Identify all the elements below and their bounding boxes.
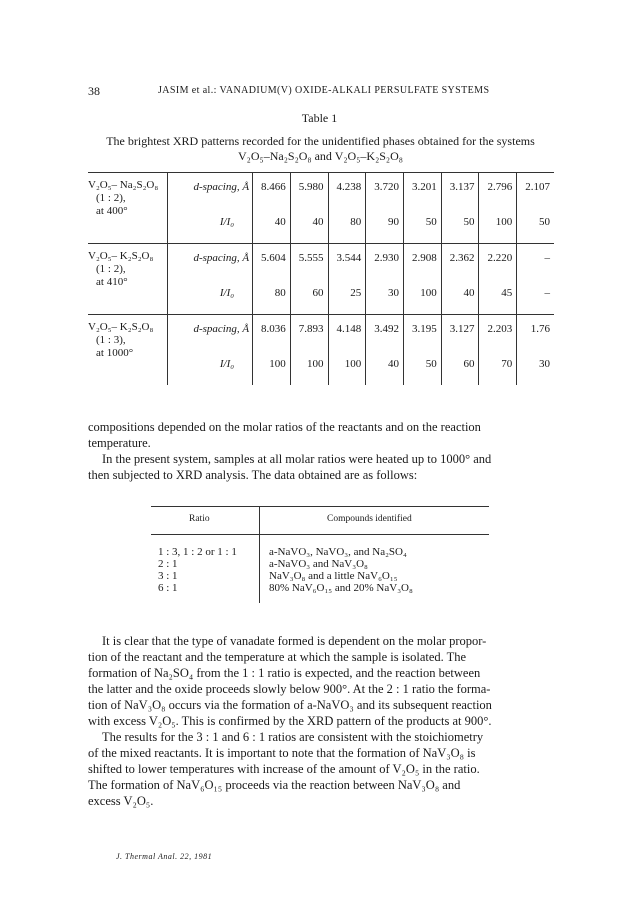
- system-ratio: (1 : 2),: [96, 263, 126, 275]
- intensity-label: [168, 272, 253, 315]
- text-line: temperature.: [88, 436, 151, 450]
- ratio-table-header: [151, 506, 489, 535]
- text-line: tion of NaV₃O₈ occurs via the formation of a-NaVO₃ and its subsequent reaction: [88, 698, 492, 712]
- text-line: compositions depended on the molar ratios of the reactants and on the reaction: [88, 420, 481, 434]
- table-row: [151, 570, 489, 582]
- intensity-label-text: I/I₀: [219, 358, 235, 370]
- system-name: V₂O₅– K₂S₂O₈: [88, 321, 154, 333]
- table-cell: 25: [328, 272, 366, 315]
- page-number: 38: [88, 84, 100, 98]
- table-cell: 90: [366, 201, 404, 244]
- compounds-column-header: Compounds identified: [327, 514, 412, 524]
- ratio-cell: 1 : 3, 1 : 2 or 1 : 1: [158, 546, 237, 558]
- paragraph-intro: [88, 419, 553, 483]
- table-cell: 5.604: [253, 244, 291, 273]
- table-cell: 2.908: [404, 244, 442, 273]
- table-row: [151, 546, 489, 558]
- table-cell: 3.201: [404, 173, 442, 202]
- table-cell: 2.203: [479, 315, 517, 344]
- intensity-label: [168, 201, 253, 244]
- d-spacing-label: [168, 173, 253, 202]
- table-cell: 1.76: [517, 315, 554, 344]
- table-cell: 50: [404, 201, 442, 244]
- table-cell: 100: [290, 343, 328, 385]
- text-line: shifted to lower temperatures with increase of the amount of V₂O₅ in the ratio.: [88, 762, 480, 776]
- table-cell: 40: [366, 343, 404, 385]
- table-cell: 2.107: [517, 173, 554, 202]
- table-cell: 8.036: [253, 315, 291, 344]
- table-cell: 100: [328, 343, 366, 385]
- table-cell: 30: [517, 343, 554, 385]
- system-name: V₂O₅– Na₂S₂O₈: [88, 179, 159, 191]
- text-line: The results for the 3 : 1 and 6 : 1 ratios are consistent with the stoichiometry: [102, 730, 484, 744]
- text-line: tion of the reactant and the temperature at which the sample is isolated. The: [88, 650, 467, 664]
- xrd-table: [88, 172, 554, 385]
- table-cell: 5.555: [290, 244, 328, 273]
- text-line: the latter and the oxide proceeds slowly below 900°. At the 2 : 1 ratio the forma-: [88, 682, 491, 696]
- system-ratio: (1 : 3),: [96, 334, 126, 346]
- system-temperature: at 1000°: [96, 347, 134, 359]
- table-cell: 60: [290, 272, 328, 315]
- table-row: [88, 173, 554, 202]
- table-cell: 2.930: [366, 244, 404, 273]
- table-cell: 3.195: [404, 315, 442, 344]
- table-cell: 8.466: [253, 173, 291, 202]
- journal-footer: J. Thermal Anal. 22, 1981: [116, 852, 213, 861]
- table-caption: [88, 134, 553, 164]
- system-cell: [88, 244, 168, 315]
- table-cell: –: [517, 244, 554, 273]
- table-cell: 40: [441, 272, 479, 315]
- paragraph-discussion: [88, 633, 553, 809]
- table-cell: 50: [441, 201, 479, 244]
- table-cell: 80: [328, 201, 366, 244]
- text-line: In the present system, samples at all molar ratios were heated up to 1000° and: [102, 452, 492, 466]
- caption-line: The brightest XRD patterns recorded for the unidentified phases obtained for the systems: [106, 134, 535, 148]
- ratio-cell: 2 : 1: [158, 558, 178, 570]
- d-spacing-label-text: d-spacing, Å: [193, 181, 250, 193]
- text-line: then subjected to XRD analysis. The data obtained are as follows:: [88, 468, 418, 482]
- table-cell: 2.220: [479, 244, 517, 273]
- table-cell: 30: [366, 272, 404, 315]
- table-title: Table 1: [301, 111, 338, 125]
- table-cell: 3.492: [366, 315, 404, 344]
- ratio-column-header: Ratio: [189, 514, 210, 524]
- table-cell: 80: [253, 272, 291, 315]
- table-cell: 3.127: [441, 315, 479, 344]
- compounds-cell: a-NaVO₃, NaVO₃, and Na₂SO₄: [269, 546, 407, 558]
- caption-line: V₂O₅–Na₂S₂O₈ and V₂O₅–K₂S₂O₈: [238, 149, 403, 163]
- table-cell: 4.238: [328, 173, 366, 202]
- table-row: [151, 558, 489, 570]
- compounds-cell: a-NaVO₃ and NaV₃O₈: [269, 558, 368, 570]
- intensity-label-text: I/I₀: [219, 216, 235, 228]
- system-name: V₂O₅– K₂S₂O₈: [88, 250, 154, 262]
- system-cell: [88, 173, 168, 244]
- table-cell: 7.893: [290, 315, 328, 344]
- table-cell: 2.362: [441, 244, 479, 273]
- table-cell: 45: [479, 272, 517, 315]
- table-cell: 50: [517, 201, 554, 244]
- running-title: JASIM et al.: VANADIUM(V) OXIDE-ALKALI PERSULFATE SYSTEMS: [158, 85, 490, 96]
- table-cell: 4.148: [328, 315, 366, 344]
- compounds-cell: 80% NaV₆O₁₅ and 20% NaV₃O₈: [269, 582, 413, 594]
- table-row: [88, 244, 554, 273]
- compounds-cell: NaV₃O₈ and a little NaV₆O₁₅: [269, 570, 398, 582]
- text-line: The formation of NaV₆O₁₅ proceeds via the reaction between NaV₃O₈ and: [88, 778, 461, 792]
- table-cell: 60: [441, 343, 479, 385]
- d-spacing-label-text: d-spacing, Å: [193, 252, 250, 264]
- ratio-cell: 6 : 1: [158, 582, 178, 594]
- table-cell: 3.544: [328, 244, 366, 273]
- d-spacing-label: [168, 244, 253, 273]
- text-line: with excess V₂O₅. This is confirmed by the XRD pattern of the products at 900°.: [88, 714, 492, 728]
- table-cell: 3.720: [366, 173, 404, 202]
- table-cell: 5.980: [290, 173, 328, 202]
- table-cell: 100: [404, 272, 442, 315]
- text-line: It is clear that the type of vanadate formed is dependent on the molar propor-: [102, 634, 487, 648]
- table-cell: 40: [290, 201, 328, 244]
- text-line: formation of Na₂SO₄ from the 1 : 1 ratio is expected, and the reaction between: [88, 666, 481, 680]
- intensity-label-text: I/I₀: [219, 287, 235, 299]
- text-line: excess V₂O₅.: [88, 794, 154, 808]
- system-cell: [88, 315, 168, 386]
- intensity-label: [168, 343, 253, 385]
- system-temperature: at 400°: [96, 205, 128, 217]
- table-cell: –: [517, 272, 554, 315]
- table-row: [88, 315, 554, 344]
- table-cell: 100: [479, 201, 517, 244]
- table-cell: 3.137: [441, 173, 479, 202]
- table-cell: 2.796: [479, 173, 517, 202]
- text-line: of the mixed reactants. It is important to note that the formation of NaV₃O₈ is: [88, 746, 476, 760]
- system-temperature: at 410°: [96, 276, 128, 288]
- table-cell: 100: [253, 343, 291, 385]
- table-cell: 40: [253, 201, 291, 244]
- d-spacing-label-text: d-spacing, Å: [193, 323, 250, 335]
- ratio-cell: 3 : 1: [158, 570, 178, 582]
- table-cell: 70: [479, 343, 517, 385]
- table-cell: 50: [404, 343, 442, 385]
- system-ratio: (1 : 2),: [96, 192, 126, 204]
- table-row: [151, 582, 489, 594]
- d-spacing-label: [168, 315, 253, 344]
